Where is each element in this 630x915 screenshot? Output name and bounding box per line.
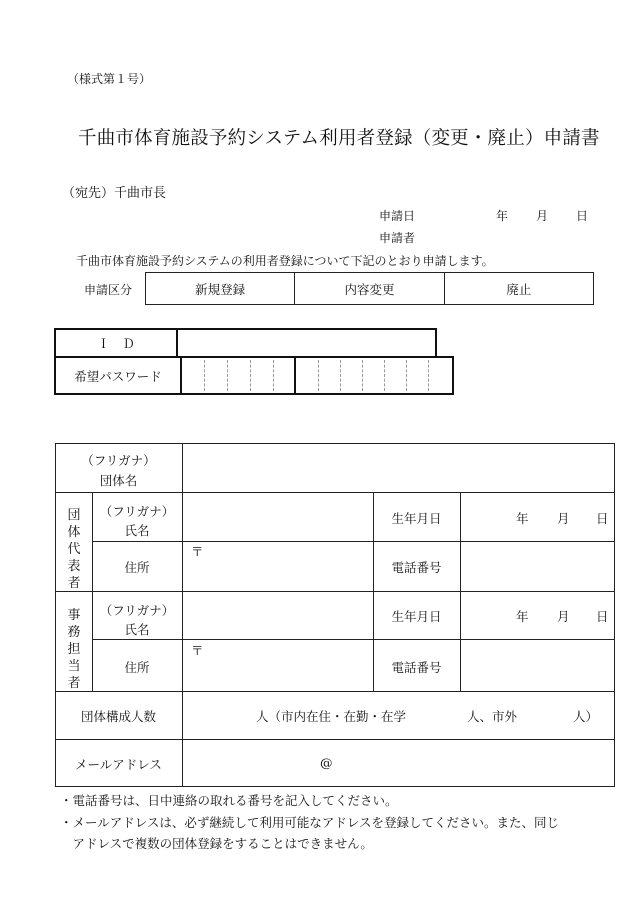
rep-birth-year: 年 [516, 511, 529, 526]
rep-postal-mark: 〒 [191, 544, 204, 559]
staff-name-field[interactable] [183, 592, 372, 638]
note-email-cont: アドレスで複数の団体登録をすることはできません。 [60, 836, 373, 851]
rep-name-field[interactable] [183, 493, 372, 540]
staff-name-label: 氏名 [124, 622, 150, 637]
applicant-label: 申請者 [379, 231, 416, 245]
apply-date-year: 年 [496, 209, 509, 223]
rep-phone-field[interactable] [461, 542, 614, 590]
members-text-3: 人） [573, 709, 599, 724]
staff-birth-year: 年 [516, 609, 529, 624]
category-label: 申請区分 [84, 283, 133, 297]
rep-name-label: 氏名 [124, 523, 150, 538]
staff-birth-day: 日 [596, 609, 609, 624]
staff-birth-label: 生年月日 [391, 609, 442, 624]
category-new[interactable]: 新規登録 [195, 281, 246, 297]
form-number: （様式第１号） [67, 72, 152, 86]
email-at-mark: @ [320, 755, 333, 770]
password-input-2[interactable] [294, 356, 454, 395]
representative-section-label: 団体代表者 [67, 508, 81, 591]
group-furigana: （フリガナ） [81, 453, 156, 468]
staff-address-field[interactable] [183, 640, 372, 690]
rep-address-field[interactable] [183, 542, 372, 590]
staff-phone-field[interactable] [461, 640, 614, 690]
staff-furigana: （フリガナ） [99, 603, 175, 618]
intro-text: 千曲市体育施設予約システムの利用者登録について下記のとおり申請します。 [76, 254, 494, 268]
id-input[interactable] [176, 328, 437, 358]
staff-birth-month: 月 [557, 609, 570, 624]
email-label: メールアドレス [75, 757, 162, 772]
note-email: ・メールアドレスは、必ず継続して利用可能なアドレスを登録してください。また、同じ [60, 815, 560, 830]
rep-birth-label: 生年月日 [391, 511, 442, 526]
email-field[interactable] [183, 740, 614, 786]
staff-section-label: 事務担当者 [67, 608, 81, 691]
category-change[interactable]: 内容変更 [294, 273, 443, 304]
rep-phone-label: 電話番号 [391, 560, 442, 575]
apply-date-month: 月 [536, 209, 549, 223]
group-name-label: 団体名 [99, 473, 138, 488]
id-label: Ｉ Ｄ [54, 328, 178, 358]
apply-date-day: 日 [576, 209, 589, 223]
rep-furigana: （フリガナ） [99, 504, 175, 519]
rep-address-label: 住所 [124, 560, 150, 575]
rep-birth-day: 日 [596, 511, 609, 526]
staff-address-label: 住所 [124, 660, 150, 675]
members-text-1: 人（市内在住・在勤・在学 [256, 709, 407, 724]
note-phone: ・電話番号は、日中連絡の取れる番号を記入してください。 [60, 793, 398, 808]
apply-date-label: 申請日 [379, 209, 416, 223]
category-table [145, 272, 594, 305]
staff-phone-label: 電話番号 [391, 660, 442, 675]
members-text-2: 人、市外 [467, 709, 518, 724]
category-abolish[interactable]: 廃止 [444, 273, 593, 304]
addressee: （宛先）千曲市長 [62, 186, 167, 201]
members-label: 団体構成人数 [80, 709, 156, 724]
staff-postal-mark: 〒 [191, 643, 204, 658]
page-title: 千曲市体育施設予約システム利用者登録（変更・廃止）申請書 [78, 128, 600, 149]
password-label: 希望パスワード [54, 356, 182, 395]
password-input-1[interactable] [180, 356, 296, 395]
rep-birth-month: 月 [557, 511, 570, 526]
group-name-field[interactable] [183, 444, 614, 491]
